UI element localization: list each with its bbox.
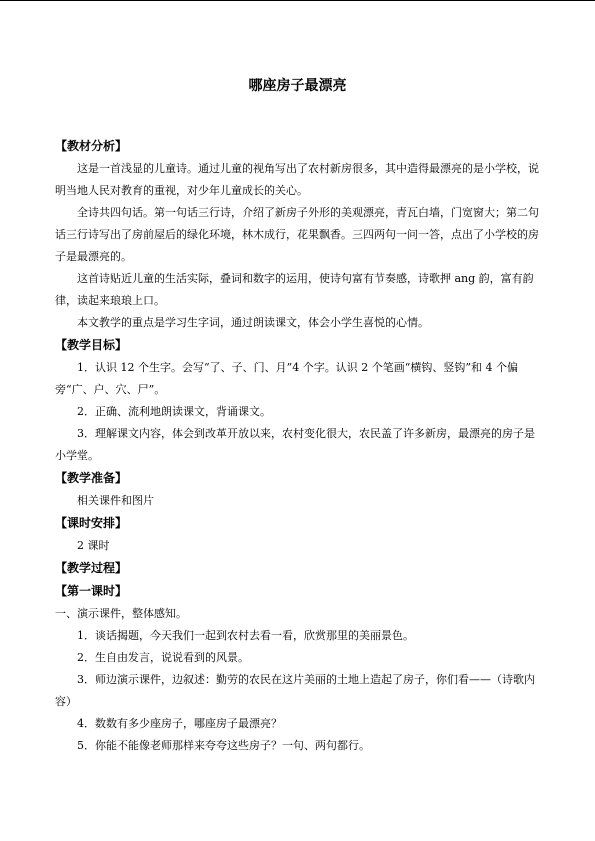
document-title: 哪座房子最漂亮 [248, 78, 347, 94]
goal-item-1: 1．认识 12 个生字。会写“了、子、门、月”4 个字。认识 2 个笔画“横钩、竖钩”和 4 个偏旁“广、户、穴、尸”。 [55, 361, 518, 396]
prep-text: 相关课件和图片 [77, 494, 154, 507]
section-heading-prep: 【教学准备】 [55, 471, 128, 485]
goal-item-2: 2．正确、流利地朗读课文，背诵课文。 [77, 405, 271, 418]
lesson1-item-4: 4．数数有多少座房子，哪座房子最漂亮？ [77, 717, 282, 730]
section-heading-analysis: 【教材分析】 [55, 139, 128, 153]
lesson1-item-1: 1．谈话揭题，今天我们一起到农村去看一看，欣赏那里的美丽景色。 [77, 629, 414, 642]
lesson1-item-3: 3．师边演示课件，边叙述：勤劳的农民在这片美丽的土地上造起了房子，你们看——（诗歌内容） [55, 673, 535, 708]
schedule-text: 2 课时 [77, 539, 110, 552]
section-heading-process: 【教学过程】 [55, 561, 128, 575]
document-body [55, 70, 540, 757]
analysis-paragraph-1: 这是一首浅显的儿童诗。通过儿童的视角写出了农村新房很多，其中造得最漂亮的是小学校，说明当地人民对教育的重视，对少年儿童成长的关心。 [55, 162, 539, 197]
goal-item-3: 3．理解课文内容，体会到改革开放以来，农村变化很大，农民盖了许多新房，最漂亮的房子是小学堂。 [55, 427, 535, 462]
header-rule [0, 0, 595, 1]
lesson1-step-heading: 一、演示课件，整体感知。 [55, 607, 187, 620]
analysis-paragraph-3: 这首诗贴近儿童的生活实际，叠词和数字的运用，使诗句富有节奏感，诗歌押 ang 韵，富有韵律，读起来琅琅上口。 [55, 272, 534, 307]
lesson1-item-5: 5．你能不能像老师那样来夸夸这些房子？一句、两句都行。 [77, 739, 370, 752]
lesson1-item-2: 2．生自由发言，说说看到的风景。 [77, 651, 249, 664]
analysis-paragraph-2: 全诗共四句话。第一句话三行诗，介绍了新房子外形的美观漂亮，青瓦白墙，门宽窗大；第二句话三行诗写出了房前屋后的绿化环境，林木成行，花果飘香。三四两句一问一答，点出了小学校的房子是最漂亮的。 [55, 206, 539, 263]
section-heading-lesson1: 【第一课时】 [55, 584, 128, 598]
section-heading-schedule: 【课时安排】 [55, 516, 128, 530]
section-heading-goals: 【教学目标】 [55, 338, 128, 352]
analysis-paragraph-4: 本文教学的重点是学习生字词，通过朗读课文，体会小学生喜悦的心情。 [77, 316, 429, 329]
